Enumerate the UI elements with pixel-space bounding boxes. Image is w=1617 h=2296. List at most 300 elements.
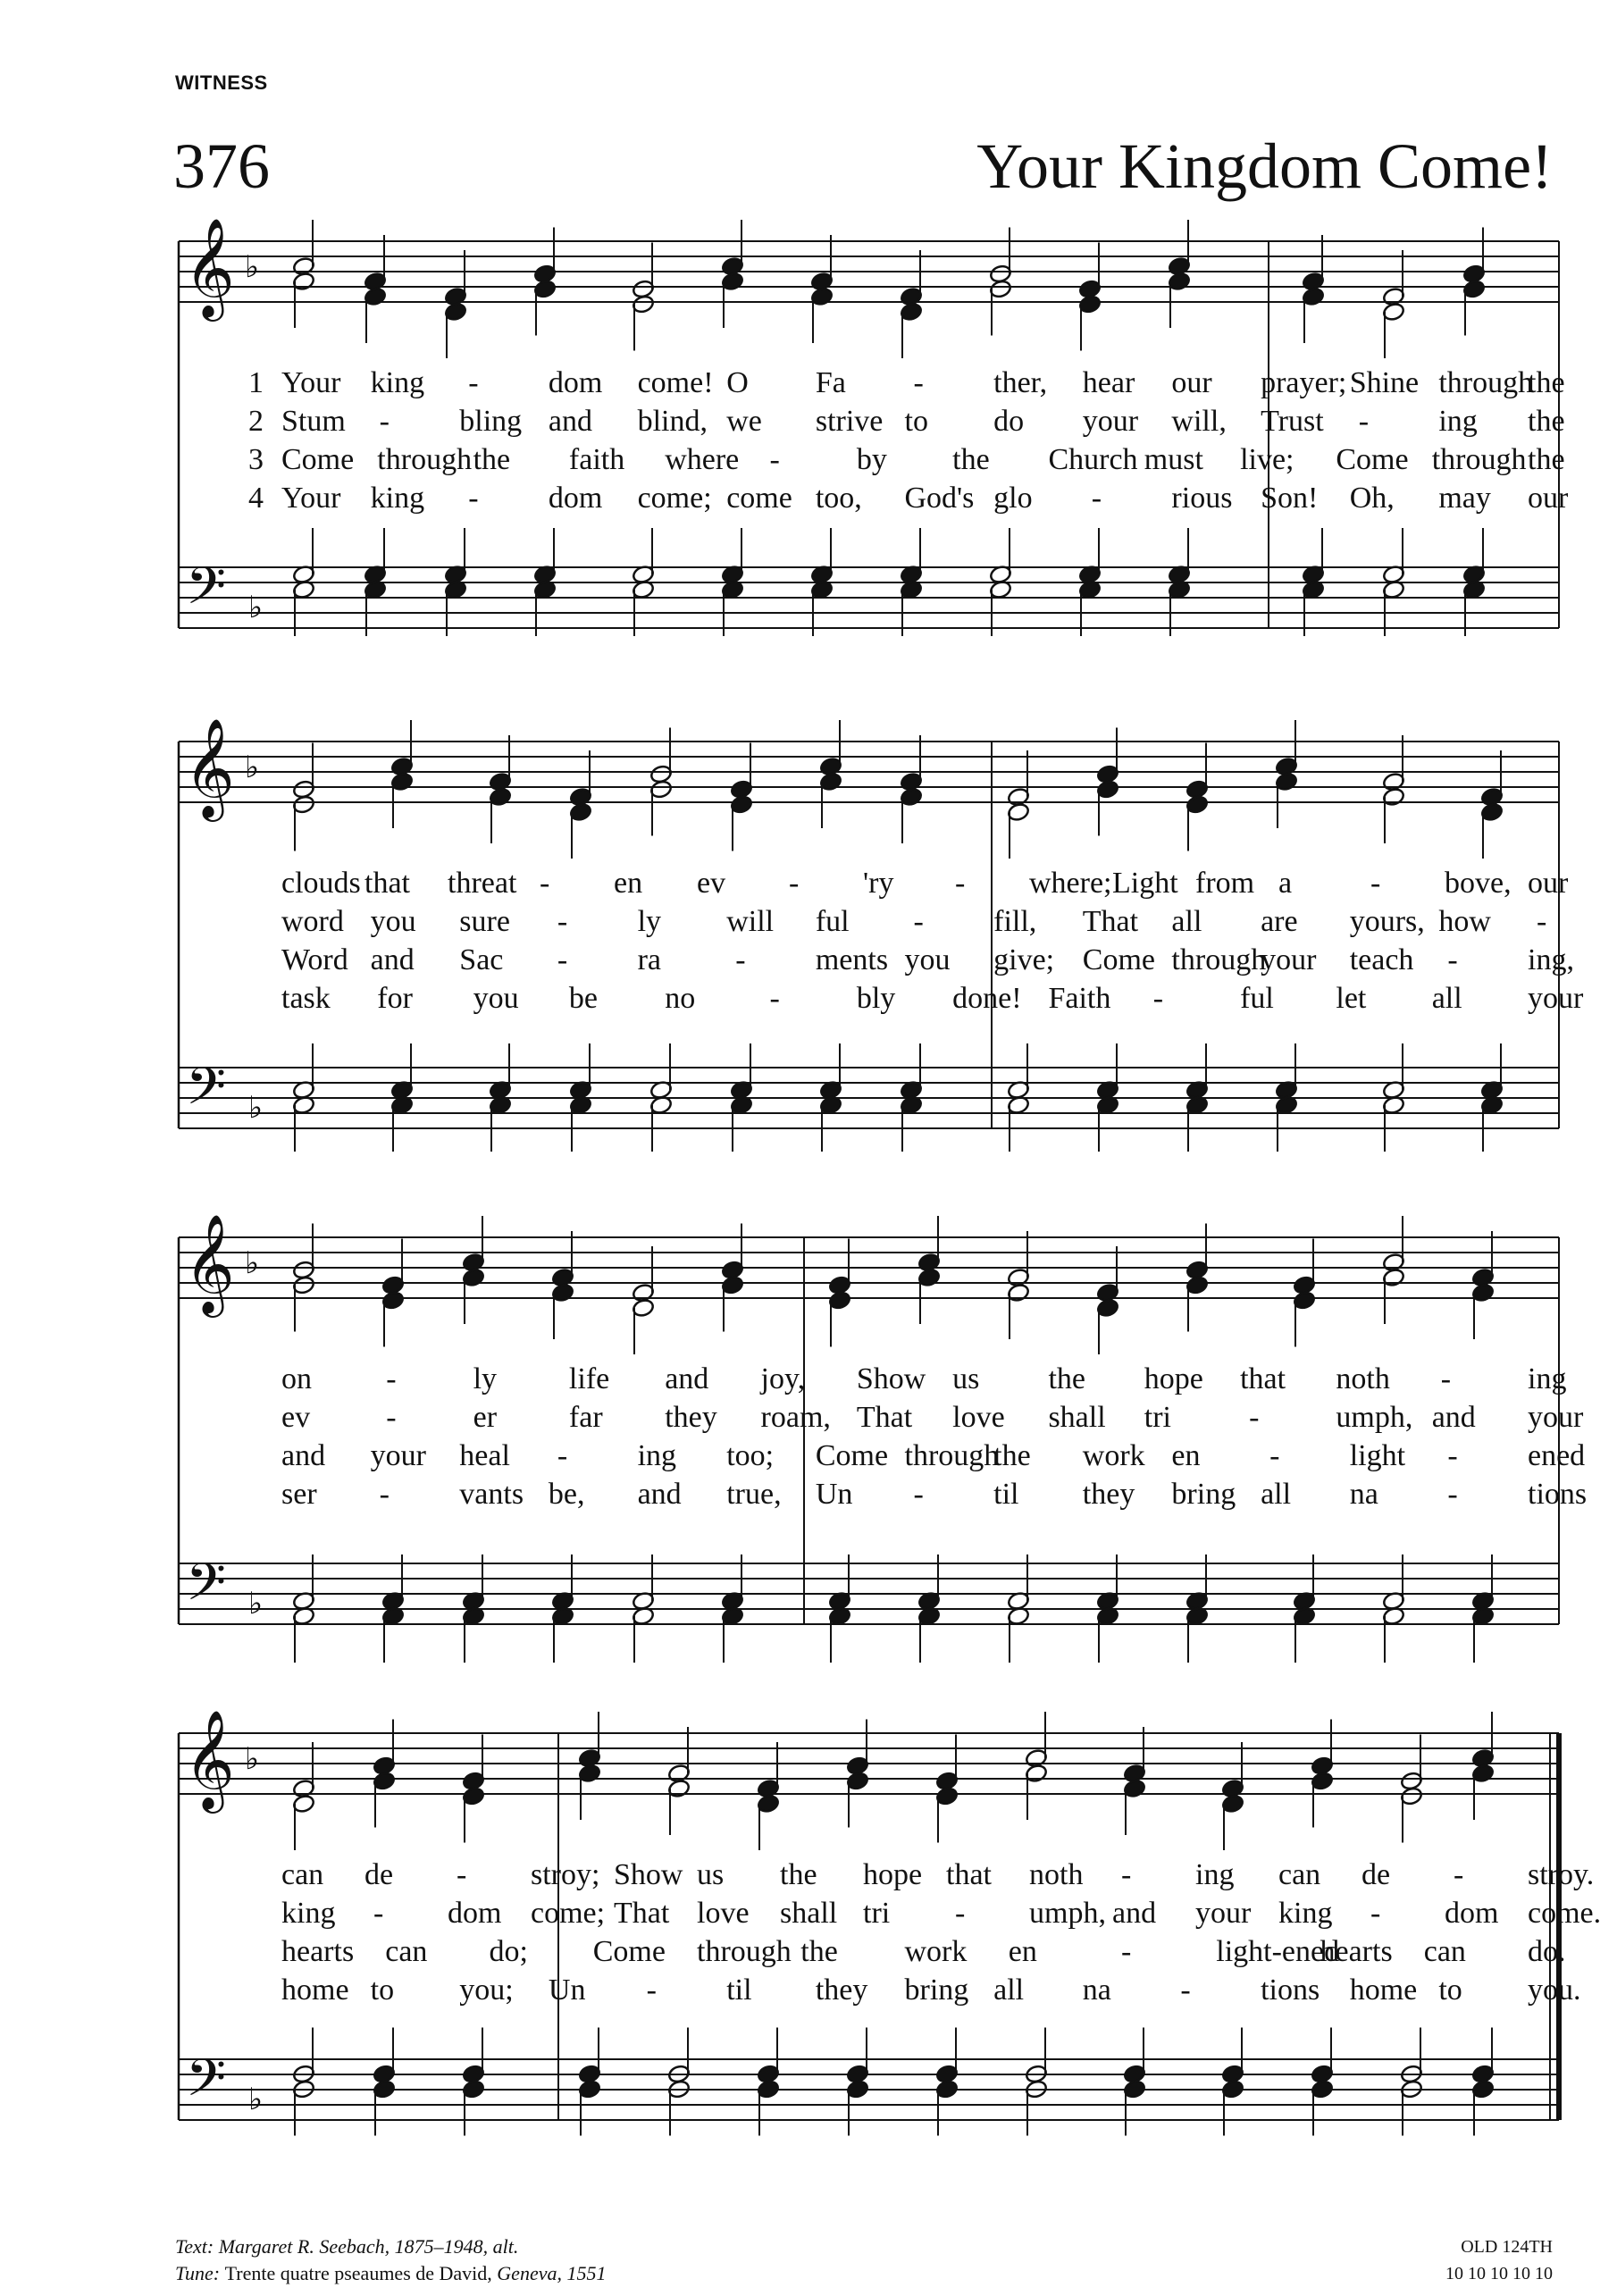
treble-chord <box>1293 1239 1316 1347</box>
tune-name: OLD 124TH <box>1461 2237 1553 2257</box>
lyric-syllable: how <box>1438 905 1491 938</box>
lyric-syllable: come! <box>637 366 714 399</box>
lyric-syllable: through <box>1171 943 1267 976</box>
lyric-syllable: de <box>364 1858 394 1891</box>
syllable-hyphen: - <box>1537 905 1547 938</box>
lyric-syllable: Church <box>1048 443 1138 476</box>
treble-chord <box>444 250 467 358</box>
syllable-hyphen: - <box>955 1897 966 1930</box>
treble-chord <box>462 1735 485 1843</box>
syllable-hyphen: - <box>646 1973 657 2007</box>
lyric-syllable: you <box>904 943 951 976</box>
lyric-syllable: us <box>952 1362 980 1395</box>
treble-chord <box>462 1216 485 1324</box>
treble-chord <box>292 1742 315 1850</box>
tune-credit-place: Geneva, <box>497 2262 562 2284</box>
treble-chord <box>1007 750 1030 859</box>
key-flat-icon: ♭ <box>245 750 260 785</box>
syllable-hyphen: - <box>379 405 390 438</box>
lyric-line-verse-2 <box>0 405 1617 443</box>
lyric-syllable: our <box>1528 867 1569 900</box>
lyric-syllable: Trust <box>1261 405 1324 438</box>
lyric-syllable: the <box>473 443 511 476</box>
lyric-line-verse-4 <box>0 1973 1617 2012</box>
lyric-syllable: and <box>548 405 593 438</box>
treble-chord <box>721 220 744 328</box>
lyric-syllable: hope <box>863 1858 923 1891</box>
stanza-number: 2 <box>248 405 264 438</box>
lyric-syllable: Show <box>856 1362 926 1395</box>
lyric-syllable: 'ry <box>863 867 894 900</box>
treble-chord <box>667 1727 691 1835</box>
lyric-syllable: may <box>1438 482 1491 515</box>
lyrics-system-4 <box>0 1858 1617 2012</box>
lyric-line-verse-3 <box>0 443 1617 482</box>
lyric-syllable: king <box>281 1897 336 1930</box>
meter: 10 10 10 10 10 <box>1445 2264 1553 2283</box>
syllable-hyphen: - <box>1447 943 1458 976</box>
lyric-syllable: stroy; <box>531 1858 600 1891</box>
lyric-syllable: are <box>1261 905 1298 938</box>
lyric-syllable: hearts <box>281 1935 355 1968</box>
lyric-syllable: shall <box>1048 1401 1106 1434</box>
treble-chord <box>551 1231 574 1339</box>
lyric-syllable: the <box>1528 443 1565 476</box>
treble-chord <box>1275 720 1298 828</box>
lyric-syllable: love <box>697 1897 750 1930</box>
lyric-syllable: from <box>1195 867 1255 900</box>
syllable-hyphen: - <box>1454 1858 1464 1891</box>
lyric-syllable: noth <box>1029 1858 1084 1891</box>
key-flat-icon: ♭ <box>248 1586 264 1621</box>
lyric-syllable: blind, <box>637 405 708 438</box>
treble-chord <box>292 1224 315 1332</box>
lyric-syllable: they <box>815 1973 868 2007</box>
syllable-hyphen: - <box>1370 1897 1381 1930</box>
lyric-line-verse-1 <box>0 1858 1617 1897</box>
lyric-line-verse-2 <box>0 1897 1617 1935</box>
treble-chord <box>1471 1712 1495 1820</box>
lyric-syllable: all <box>1431 982 1462 1015</box>
lyric-syllable: Come <box>592 1935 666 1968</box>
lyric-syllable: come <box>726 482 792 515</box>
lyric-syllable: our <box>1528 482 1569 515</box>
lyric-syllable: noth <box>1336 1362 1390 1395</box>
lyric-syllable: your <box>1195 1897 1252 1930</box>
lyric-syllable: na <box>1082 1973 1111 2007</box>
lyric-line-verse-3 <box>0 1935 1617 1973</box>
lyric-syllable: Faith <box>1048 982 1111 1015</box>
treble-chord <box>1186 1224 1209 1332</box>
syllable-hyphen: - <box>1091 482 1102 515</box>
lyric-syllable: through <box>1431 443 1527 476</box>
lyric-syllable: your <box>1082 405 1139 438</box>
lyric-syllable: hearts <box>1320 1935 1393 1968</box>
lyric-syllable: to <box>370 1973 395 2007</box>
lyric-syllable: bly <box>856 982 896 1015</box>
treble-chord <box>1302 235 1325 343</box>
text-credit-label: Text: <box>175 2235 214 2258</box>
lyric-syllable: Come <box>815 1439 889 1472</box>
key-flat-icon: ♭ <box>248 1090 264 1126</box>
lyric-syllable: home <box>1349 1973 1418 2007</box>
treble-chord <box>900 250 923 358</box>
lyric-syllable: umph, <box>1029 1897 1106 1930</box>
lyric-syllable: us <box>697 1858 725 1891</box>
lyric-syllable: king <box>370 366 425 399</box>
lyric-syllable: rious <box>1171 482 1233 515</box>
lyric-syllable: na <box>1349 1478 1378 1511</box>
lyric-line-verse-2 <box>0 905 1617 943</box>
lyric-syllable: your <box>370 1439 426 1472</box>
lyric-syllable: light <box>1349 1439 1406 1472</box>
lyric-syllable: all <box>1171 905 1202 938</box>
lyric-syllable: Son! <box>1261 482 1319 515</box>
lyric-syllable: ing <box>1195 1858 1235 1891</box>
treble-chord <box>1382 250 1405 358</box>
lyric-syllable: your <box>1528 982 1584 1015</box>
lyric-syllable: vants <box>459 1478 524 1511</box>
key-flat-icon: ♭ <box>245 1245 260 1281</box>
lyric-syllable: God's <box>904 482 975 515</box>
treble-chord <box>1400 1735 1423 1843</box>
tune-credit-year: 1551 <box>566 2262 607 2284</box>
lyric-syllable: a <box>1278 867 1293 900</box>
lyric-syllable: can <box>1278 1858 1321 1891</box>
syllable-hyphen: - <box>735 943 746 976</box>
treble-chord <box>810 235 834 343</box>
lyric-syllable: glo <box>993 482 1033 515</box>
lyrics-system-3 <box>0 1362 1617 1516</box>
lyric-syllable: live; <box>1240 443 1294 476</box>
lyric-syllable: be <box>568 982 599 1015</box>
lyric-syllable: O <box>726 366 749 399</box>
lyric-syllable: you <box>370 905 416 938</box>
lyric-line-verse-2 <box>0 1401 1617 1439</box>
treble-chord <box>292 220 315 328</box>
lyric-syllable: come. <box>1528 1897 1602 1930</box>
lyric-syllable: where <box>665 443 740 476</box>
lyric-syllable: by <box>856 443 887 476</box>
lyric-syllable: bove, <box>1445 867 1512 900</box>
lyric-line-verse-1 <box>0 867 1617 905</box>
lyric-syllable: tions <box>1261 1973 1320 2007</box>
lyric-syllable: the <box>780 1858 817 1891</box>
tune-info <box>1445 2233 1553 2287</box>
treble-chord <box>1462 228 1486 336</box>
tune-credit <box>175 2260 606 2287</box>
lyric-syllable: and <box>637 1478 682 1511</box>
syllable-hyphen: - <box>1121 1935 1132 1968</box>
syllable-hyphen: - <box>1447 1439 1458 1472</box>
lyric-syllable: that <box>1240 1362 1286 1395</box>
treble-chord <box>292 743 315 851</box>
lyric-syllable: Oh, <box>1349 482 1395 515</box>
lyric-syllable: Sac <box>459 943 504 976</box>
lyric-syllable: home <box>281 1973 349 2007</box>
treble-chord <box>632 1246 655 1354</box>
lyric-syllable: word <box>281 905 344 938</box>
syllable-hyphen: - <box>1447 1478 1458 1511</box>
lyric-syllable: the <box>1528 366 1565 399</box>
lyric-syllable: teach <box>1349 943 1414 976</box>
syllable-hyphen: - <box>1440 1362 1452 1395</box>
lyric-syllable: dom <box>548 366 603 399</box>
lyric-syllable: they <box>1082 1478 1135 1511</box>
treble-chord <box>900 735 923 843</box>
lyric-syllable: will <box>726 905 775 938</box>
treble-chord <box>373 1720 396 1828</box>
treble-chord <box>989 228 1012 336</box>
treble-clef-icon: 𝄞 <box>184 1709 235 1809</box>
lyric-syllable: through <box>697 1935 792 1968</box>
lyrics-system-2 <box>0 867 1617 1020</box>
syllable-hyphen: - <box>386 1362 397 1395</box>
lyric-syllable: hope <box>1144 1362 1203 1395</box>
lyric-syllable: Word <box>281 943 348 976</box>
lyric-syllable: ful <box>1240 982 1274 1015</box>
lyric-syllable: can <box>281 1858 324 1891</box>
lyric-syllable: all <box>993 1973 1025 2007</box>
treble-chord <box>381 1239 405 1347</box>
syllable-hyphen: - <box>913 1478 924 1511</box>
hymn-title: Your Kingdom Come! <box>976 130 1553 202</box>
lyric-syllable: ev <box>281 1401 311 1434</box>
lyric-syllable: the <box>952 443 990 476</box>
lyric-syllable: love <box>952 1401 1005 1434</box>
lyric-syllable: ing, <box>1528 943 1574 976</box>
section-label: WITNESS <box>175 71 268 94</box>
lyric-syllable: come; <box>637 482 712 515</box>
syllable-hyphen: - <box>557 1439 568 1472</box>
lyric-syllable: and <box>370 943 415 976</box>
lyric-syllable: heal <box>459 1439 510 1472</box>
treble-chord <box>846 1720 869 1828</box>
lyric-syllable: where; <box>1029 867 1112 900</box>
lyric-syllable: king <box>370 482 425 515</box>
treble-chord <box>757 1742 780 1850</box>
syllable-hyphen: - <box>1121 1858 1132 1891</box>
lyric-syllable: til <box>726 1973 752 2007</box>
syllable-hyphen: - <box>789 867 800 900</box>
lyric-syllable: will, <box>1171 405 1227 438</box>
key-flat-icon: ♭ <box>245 249 260 285</box>
lyric-syllable: shall <box>780 1897 838 1930</box>
treble-chord <box>569 750 592 859</box>
treble-chord <box>1382 1216 1405 1324</box>
treble-chord <box>828 1239 851 1347</box>
lyric-syllable: our <box>1171 366 1212 399</box>
lyric-syllable: fill, <box>993 905 1037 938</box>
lyric-syllable: can <box>385 1935 428 1968</box>
lyric-syllable: clouds <box>281 867 361 900</box>
treble-chord <box>1382 735 1405 843</box>
lyric-syllable: we <box>726 405 762 438</box>
lyric-line-verse-4 <box>0 982 1617 1020</box>
lyric-syllable: Shine <box>1349 366 1420 399</box>
lyric-syllable: work <box>1082 1439 1145 1472</box>
treble-clef-icon: 𝄞 <box>184 217 235 317</box>
lyric-syllable: ly <box>637 905 662 938</box>
lyric-syllable: and <box>665 1362 709 1395</box>
treble-clef-icon: 𝄞 <box>184 1213 235 1313</box>
lyric-syllable: ser <box>281 1478 317 1511</box>
lyric-syllable: Show <box>614 1858 683 1891</box>
lyric-syllable: Light <box>1112 867 1178 900</box>
lyric-syllable: roam, <box>760 1401 831 1434</box>
treble-chord <box>1471 1231 1495 1339</box>
treble-chord <box>935 1735 959 1843</box>
syllable-hyphen: - <box>540 867 550 900</box>
treble-chord <box>917 1216 941 1324</box>
treble-chord <box>1186 743 1209 851</box>
lyric-syllable: you. <box>1528 1973 1581 2007</box>
tune-credit-label: Tune: <box>175 2262 221 2284</box>
lyric-syllable: dom <box>548 482 603 515</box>
syllable-hyphen: - <box>386 1401 397 1434</box>
lyric-syllable: on <box>281 1362 312 1395</box>
syllable-hyphen: - <box>769 443 780 476</box>
lyric-syllable: yours, <box>1349 905 1425 938</box>
lyric-syllable: ments <box>815 943 889 976</box>
lyric-syllable: Your <box>281 482 341 515</box>
lyric-syllable: ened <box>1528 1439 1586 1472</box>
lyric-syllable: and <box>281 1439 326 1472</box>
treble-chord <box>1025 1712 1048 1820</box>
lyric-syllable: do <box>993 405 1025 438</box>
lyric-syllable: do; <box>489 1935 528 1968</box>
lyric-syllable: no <box>665 982 696 1015</box>
syllable-hyphen: - <box>1180 1973 1191 2007</box>
lyric-syllable: be, <box>548 1478 585 1511</box>
lyric-syllable: let <box>1336 982 1367 1015</box>
treble-chord <box>1168 220 1191 328</box>
lyric-syllable: stroy. <box>1528 1858 1595 1891</box>
treble-clef-icon: 𝄞 <box>184 717 235 817</box>
lyric-syllable: strive <box>815 405 884 438</box>
treble-chord <box>1221 1742 1244 1850</box>
treble-chord <box>1480 750 1504 859</box>
lyric-syllable: That <box>1082 905 1139 938</box>
treble-chord <box>533 228 557 336</box>
lyric-syllable: Un <box>815 1478 853 1511</box>
lyric-syllable: umph, <box>1336 1401 1413 1434</box>
syllable-hyphen: - <box>1358 405 1370 438</box>
lyric-syllable: bling <box>459 405 523 438</box>
syllable-hyphen: - <box>1370 867 1381 900</box>
lyric-syllable: prayer; <box>1261 366 1347 399</box>
lyric-line-verse-3 <box>0 1439 1617 1478</box>
lyric-syllable: the <box>1048 1362 1085 1395</box>
lyric-line-verse-1 <box>0 366 1617 405</box>
syllable-hyphen: - <box>457 1858 467 1891</box>
syllable-hyphen: - <box>557 943 568 976</box>
lyric-syllable: and <box>1112 1897 1157 1930</box>
treble-chord <box>578 1712 601 1820</box>
syllable-hyphen: - <box>769 982 780 1015</box>
lyric-line-verse-1 <box>0 1362 1617 1401</box>
lyric-syllable: ful <box>815 905 850 938</box>
lyrics-system-1 <box>0 366 1617 520</box>
syllable-hyphen: - <box>955 867 966 900</box>
syllable-hyphen: - <box>1152 982 1164 1015</box>
lyric-syllable: can <box>1423 1935 1466 1968</box>
lyric-syllable: to <box>1438 1973 1462 2007</box>
syllable-hyphen: - <box>557 905 568 938</box>
lyric-syllable: tri <box>863 1897 891 1930</box>
lyric-line-verse-4 <box>0 482 1617 520</box>
lyric-syllable: ing <box>1528 1362 1567 1395</box>
lyric-syllable: bring <box>1171 1478 1236 1511</box>
treble-chord <box>1078 243 1102 351</box>
treble-chord <box>489 735 512 843</box>
lyric-syllable: er <box>473 1401 498 1434</box>
lyric-syllable: do. <box>1528 1935 1566 1968</box>
lyric-syllable: task <box>281 982 331 1015</box>
lyric-syllable: through <box>904 1439 1000 1472</box>
lyric-syllable: and <box>1431 1401 1476 1434</box>
stanza-number: 1 <box>248 366 264 399</box>
treble-chord <box>1007 1231 1030 1339</box>
lyric-syllable: king <box>1278 1897 1333 1930</box>
lyric-syllable: Un <box>548 1973 586 2007</box>
lyric-syllable: give; <box>993 943 1055 976</box>
lyric-syllable: faith <box>568 443 625 476</box>
bass-clef-icon: 𝄢 <box>186 2048 227 2121</box>
lyric-syllable: ing <box>637 1439 677 1472</box>
syllable-hyphen: - <box>468 482 479 515</box>
lyric-syllable: your <box>1528 1401 1584 1434</box>
lyric-syllable: that <box>364 867 410 900</box>
treble-chord <box>1096 728 1119 836</box>
bass-clef-icon: 𝄢 <box>186 556 227 629</box>
treble-chord <box>730 743 753 851</box>
treble-chord <box>390 720 414 828</box>
lyric-syllable: That <box>856 1401 913 1434</box>
lyric-syllable: too; <box>726 1439 775 1472</box>
treble-chord <box>819 720 842 828</box>
treble-chord <box>649 728 673 836</box>
lyric-syllable: your <box>1261 943 1317 976</box>
lyric-syllable: must <box>1144 443 1203 476</box>
key-flat-icon: ♭ <box>248 2082 264 2117</box>
lyric-syllable: done! <box>952 982 1022 1015</box>
lyric-syllable: life <box>568 1362 610 1395</box>
treble-chord <box>721 1224 744 1332</box>
stanza-number: 4 <box>248 482 264 515</box>
lyric-syllable: the <box>800 1935 838 1968</box>
lyric-syllable: ther, <box>993 366 1048 399</box>
treble-chord <box>1123 1727 1146 1835</box>
lyric-syllable: they <box>665 1401 717 1434</box>
key-flat-icon: ♭ <box>248 590 264 625</box>
syllable-hyphen: - <box>913 366 924 399</box>
lyric-syllable: the <box>1528 405 1565 438</box>
lyric-syllable: you <box>473 982 519 1015</box>
lyric-syllable: tri <box>1144 1401 1171 1434</box>
lyric-syllable: Your <box>281 366 341 399</box>
lyric-syllable: the <box>993 1439 1031 1472</box>
lyric-syllable: you; <box>459 1973 514 2007</box>
lyric-syllable: en <box>614 867 643 900</box>
lyric-syllable: hear <box>1082 366 1135 399</box>
lyric-syllable: that <box>946 1858 992 1891</box>
treble-chord <box>632 243 655 351</box>
hymn-number: 376 <box>173 130 270 202</box>
lyric-syllable: ev <box>697 867 726 900</box>
lyric-syllable: Stum <box>281 405 346 438</box>
lyric-syllable: en <box>1008 1935 1037 1968</box>
